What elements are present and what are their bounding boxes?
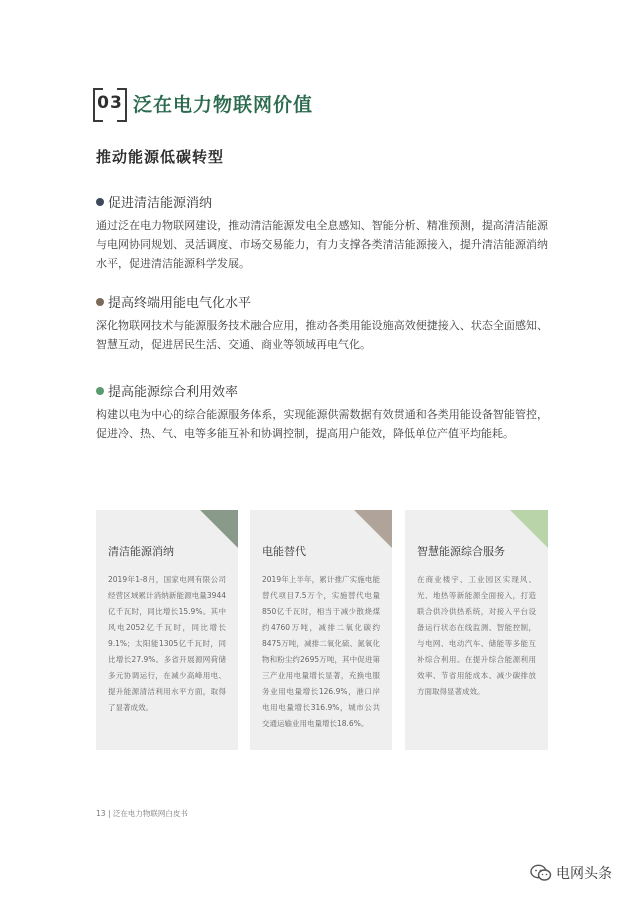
card-clean-energy — [96, 510, 238, 750]
item-heading-clean-energy — [96, 192, 212, 211]
card-text: 2019年上半年，累计推广实施电能替代项目7.5万个，实施替代电量850亿千瓦时，相当于减少散烧煤约4760万吨，减排二氧化碳约8475万吨，减排二氧化硫、氮氧化物和粉尘约2695万吨，其中促进第三产业用电量增长显著，充换电服务业用电量增长126.9%，港口岸电用电量增长316.9%，城市公共交通运输业用电量增长18.6%。 — [262, 575, 380, 728]
section-header — [93, 86, 313, 120]
item-body-clean-energy: 通过泛在电力物联网建设，推动清洁能源发电全息感知、智能分析、精准预测，提高清洁能源与电网协同规划、灵活调度、市场交易能力，有力支撑各类清洁能源接入，提升清洁能源消纳水平，促进清洁能源科学发展。 — [96, 219, 548, 270]
card-text: 2019年1-8月，国家电网有限公司经营区域累计消纳新能源电量3944亿千瓦时，同比增长15.9%。其中风电2052亿千瓦时，同比增长9.1%；太阳能1305亿千瓦时，同比增长27.9%。多省开展源网荷储多元协调运行，在减少高峰用电、提升能源清洁利用水平方面，取得了显著成效。 — [108, 575, 226, 712]
page-footer — [96, 808, 188, 819]
item-heading-text: 提高终端用能电气化水平 — [108, 296, 252, 311]
watermark-text: 电网头条 — [556, 866, 612, 882]
footer-separator: | — [107, 809, 111, 818]
item-heading-efficiency — [96, 381, 238, 400]
card-text: 在商业楼宇、工业园区实现风、光、地热等新能源全面接入，打造联合供冷供热系统，对接入平台设备运行状态在线监测、智能控制，与电网、电动汽车、储能等多能互补综合利用。在提升综合能源利用效率、节省用能成本、减少碳排放方面取得显著成效。 — [417, 575, 536, 696]
card-title: 智慧能源综合服务 — [417, 545, 505, 558]
watermark — [530, 863, 612, 883]
section-number: 03 — [97, 93, 123, 113]
section-number-bracket — [93, 88, 127, 118]
bullet-dot-icon — [96, 298, 104, 306]
card-fold-icon — [200, 510, 238, 548]
item-body-efficiency: 构建以电为中心的综合能源服务体系，实现能源供需数据有效贯通和各类用能设备智能管控，促进冷、热、气、电等多能互补和协调控制，提高用户能效，降低单位产值平均能耗。 — [96, 408, 548, 440]
footer-doc-title: 泛在电力物联网白皮书 — [112, 809, 188, 818]
item-heading-electrification — [96, 292, 251, 311]
card-title: 清洁能源消纳 — [108, 545, 174, 558]
card-electricity-substitution — [250, 510, 392, 750]
bullet-dot-icon — [96, 387, 104, 395]
item-heading-text: 促进清洁能源消纳 — [108, 196, 213, 211]
page-number: 13 — [96, 809, 106, 818]
item-heading-text: 提高能源综合利用效率 — [108, 385, 239, 400]
card-fold-icon — [510, 510, 548, 548]
card-fold-icon — [354, 510, 392, 548]
page-subtitle: 推动能源低碳转型 — [96, 148, 225, 166]
bullet-dot-icon — [96, 198, 104, 206]
card-smart-energy-service — [405, 510, 548, 750]
wechat-icon — [530, 864, 552, 882]
card-title: 电能替代 — [262, 545, 306, 558]
section-title: 泛在电力物联网价值 — [133, 93, 314, 116]
item-body-electrification: 深化物联网技术与能源服务技术融合应用，推动各类用能设施高效便捷接入、状态全面感知、智慧互动，促进居民生活、交通、商业等领域再电气化。 — [96, 319, 548, 351]
